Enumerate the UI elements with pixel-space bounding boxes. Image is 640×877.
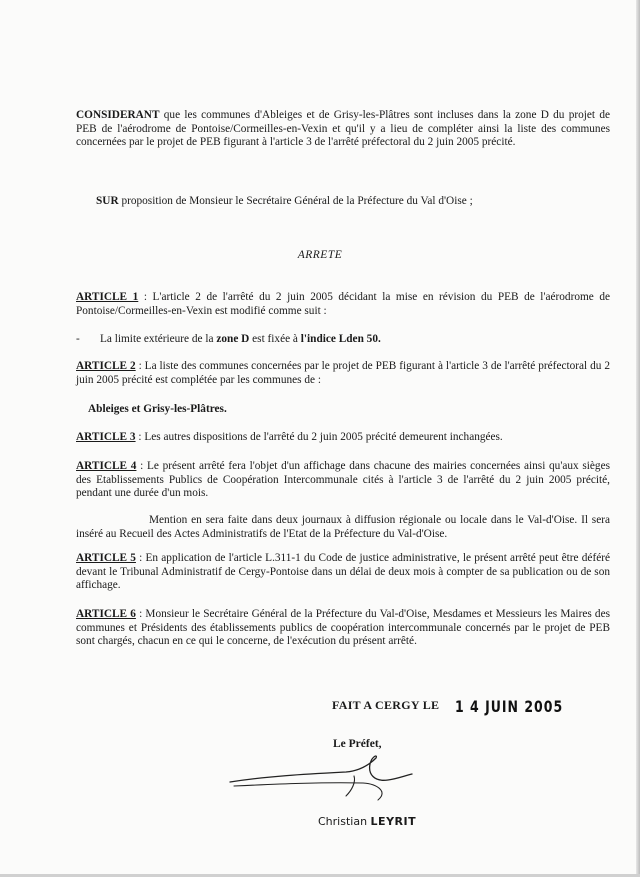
article-1-text: : L'article 2 de l'arrêté du 2 juin 2005 décidant la mise en révision du PEB de l'aérodrome de Pontoise/Cormeilles-en-Vexin est modifié comme suit :: [76, 291, 610, 317]
date-stamp: 1 4 JUIN 2005: [455, 697, 564, 716]
article-5-label: ARTICLE 5: [76, 552, 136, 564]
signatory-last-name: LEYRIT: [370, 815, 417, 828]
page-edge-shadow: [636, 0, 640, 877]
proposition-text: proposition de Monsieur le Secrétaire Général de la Préfecture du Val d'Oise ;: [121, 195, 473, 207]
fait-a-cergy: FAIT A CERGY LE: [332, 698, 440, 712]
article-1: [76, 291, 610, 318]
considerant-paragraph: [76, 109, 610, 150]
article-4-text: : Le présent arrêté fera l'objet d'un affichage dans chacune des mairies concernées ainsi qu'aux sièges des Etablissements Publics de Coopération Intercommunale cités à l'article 3 de l'arrêté du 2 juin 2005 précité, pendant une durée d'un mois.: [76, 460, 610, 499]
proposition-paragraph: [96, 195, 610, 209]
article-2-communes: Ableiges et Grisy-les-Plâtres.: [88, 403, 227, 415]
considerant-text: que les communes d'Ableiges et de Grisy-les-Plâtres sont incluses dans la zone D du projet de PEB de l'aérodrome de Pontoise/Cormeilles-en-Vexin et qu'il y a lieu de compléter ainsi la liste des communes concernées par le projet de PEB figurant à l'article 3 de l'arrêté préfectoral du 2 juin 2005 précité.: [76, 109, 610, 148]
article-6-text: : Monsieur le Secrétaire Général de la Préfecture du Val-d'Oise, Mesdames et Messieurs les Maires des communes et Présidents des établissements publics de coopération intercommunale concernés par le projet de PEB sont chargés, chacun en ce qui le concerne, de l'exécution du présent arrêté.: [76, 608, 610, 647]
article-2: [76, 360, 610, 387]
prefet-label: Le Préfet,: [333, 738, 382, 750]
article-6-label: ARTICLE 6: [76, 608, 136, 620]
article-3-label: ARTICLE 3: [76, 431, 136, 443]
bullet-dash: -: [76, 333, 80, 345]
article-3-text: : Les autres dispositions de l'arrêté du 2 juin 2005 précité demeurent inchangées.: [138, 431, 503, 443]
article-1-bullet: [76, 333, 610, 347]
bullet-indice: l'indice Lden 50.: [300, 333, 381, 345]
article-4: [76, 460, 610, 501]
considerant-lead: CONSIDERANT: [76, 109, 160, 121]
arrete-title: ARRETE: [297, 249, 343, 261]
article-4-label: ARTICLE 4: [76, 460, 137, 472]
bullet-zone: zone D: [216, 333, 250, 345]
article-5: [76, 552, 610, 593]
article-6: [76, 608, 610, 649]
signatory-name: [318, 815, 416, 828]
proposition-lead: SUR: [96, 195, 119, 207]
article-2-label: ARTICLE 2: [76, 360, 136, 372]
bullet-prefix: La limite extérieure de la: [100, 333, 217, 345]
article-2-text: : La liste des communes concernées par le projet de PEB figurant à l'article 3 de l'arrêté préfectoral du 2 juin 2005 précité est complétée par les communes de :: [76, 360, 610, 386]
article-1-label: ARTICLE 1: [76, 291, 139, 303]
signatory-first-name: Christian: [318, 815, 368, 828]
signature-scribble: [228, 752, 418, 814]
article-4-mention: Mention en sera faite dans deux journaux à diffusion régionale ou locale dans le Val-d'Oise. Il sera inséré au Recueil des Actes Administratifs de l'Etat de la Préfecture du Val-d'Oise.: [76, 514, 610, 540]
article-5-text: : En application de l'article L.311-1 du Code de justice administrative, le présent arrêté peut être déféré devant le Tribunal Administratif de Cergy-Pontoise dans un délai de deux mois à compter de sa publication ou de son affichage.: [76, 552, 610, 591]
article-3: [76, 431, 610, 445]
bullet-mid: est fixée à: [249, 333, 301, 345]
